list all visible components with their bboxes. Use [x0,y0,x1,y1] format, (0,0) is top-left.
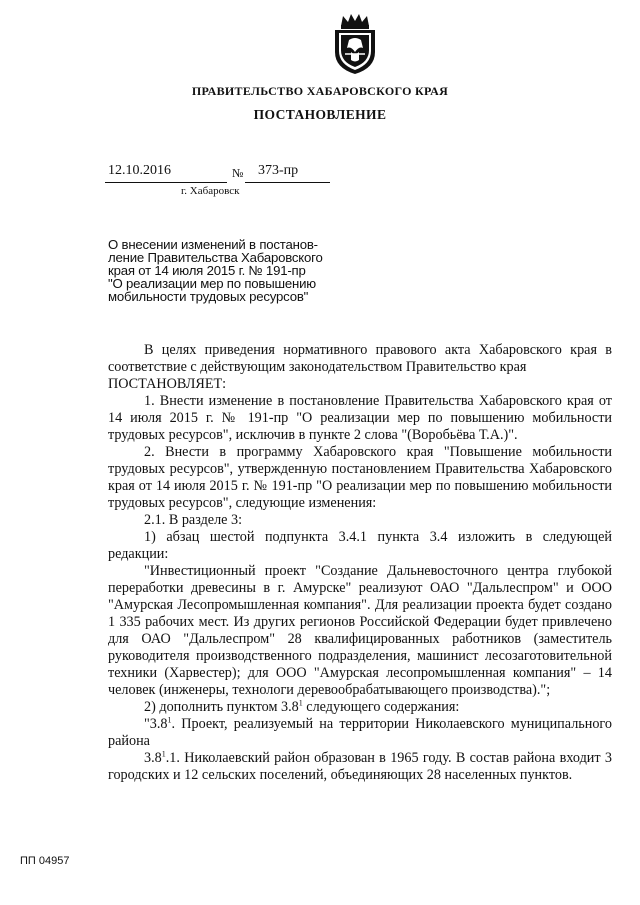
paragraph-text: .1. Николаевский район образован в 1965 году. В состав района входит 3 городских и 12 сельских поселений, объединяющих 28 населенных пунктов. [108,750,612,783]
document-subject [108,238,358,303]
paragraph-text: "3.8 [144,716,168,732]
date-underline [105,182,227,183]
paragraph: 1) абзац шестой подпункта 3.4.1 пункта 3.4 изложить в следующей редакции: [108,529,612,562]
paragraph-text: 2) дополнить пунктом 3.8 [144,699,299,715]
document-date: 12.10.2016 [108,163,171,178]
superscript: 1 [161,749,166,759]
paragraph: 2. Внести в программу Хабаровского края "Повышение мобильности трудовых ресурсов", утвержденную постановлением Правительства Хабаровского края от 14 июля 2015 г. № 191-пр "О реализации мер по повышению мобильности трудовых ресурсов", следующие изменения: [108,444,612,511]
paragraph-text: 3.8 [144,750,162,766]
document-type: ПОСТАНОВЛЕНИЕ [253,107,387,122]
paragraph: 1. Внести изменение в постановление Правительства Хабаровского края от 14 июля 2015 г. № 191-пр "О реализации мер по повышению мобильности трудовых ресурсов", исключив в пункте 2 слова "(Воробьёва Т.А.)". [108,393,612,443]
document-city: г. Хабаровск [181,185,240,197]
paragraph-quote: "Инвестиционный проект "Создание Дальневосточного центра глубокой переработки древесины в г. Амурске" реализуют ОАО "Дальлеспром" и ООО "Амурская Лесопромышленная компания". Для реализации проекта будет создано 1 335 рабочих мест. Из других регионов Российской Федерации будет привлечено для ОАО "Дальлеспром" 28 квалифицированных работников (заместитель руководителя производственного подразделения, машинист лесозаготовительной техники (Харвестер); для ООО "Амурская лесопромышленная компания" – 14 человек (инженеры, технологи деревообрабатывающего производства)."; [108,563,612,698]
subject-line: ление Правительства Хабаровского [108,250,323,265]
paragraph-text: . Проект, реализуемый на территории Николаевского муниципального района [108,716,612,749]
document-number: 373-пр [258,163,299,178]
paragraph: В целях приведения нормативного правового акта Хабаровского края в соответствие с действующим законодательством Правительство края [108,342,612,375]
document-body [108,342,612,784]
coat-of-arms-emblem [329,12,381,76]
number-underline [245,182,330,183]
subject-line: "О реализации мер по повышению [108,276,316,291]
paragraph [108,699,612,716]
document-code: ПП 04957 [20,855,70,867]
subject-line: О внесении изменений в постанов- [108,237,318,252]
paragraph-text: следующего содержания: [302,699,460,715]
paragraph-resolves: ПОСТАНОВЛЯЕТ: [108,376,227,392]
superscript: 1 [167,715,172,725]
subject-line: края от 14 июля 2015 г. № 191-пр [108,263,306,278]
paragraph [108,716,612,750]
number-sign: № [232,166,244,180]
paragraph: 2.1. В разделе 3: [144,512,243,528]
superscript: 1 [298,698,303,708]
paragraph [108,750,612,784]
subject-line: мобильности трудовых ресурсов" [108,289,309,304]
organization-name: ПРАВИТЕЛЬСТВО ХАБАРОВСКОГО КРАЯ [191,84,449,98]
